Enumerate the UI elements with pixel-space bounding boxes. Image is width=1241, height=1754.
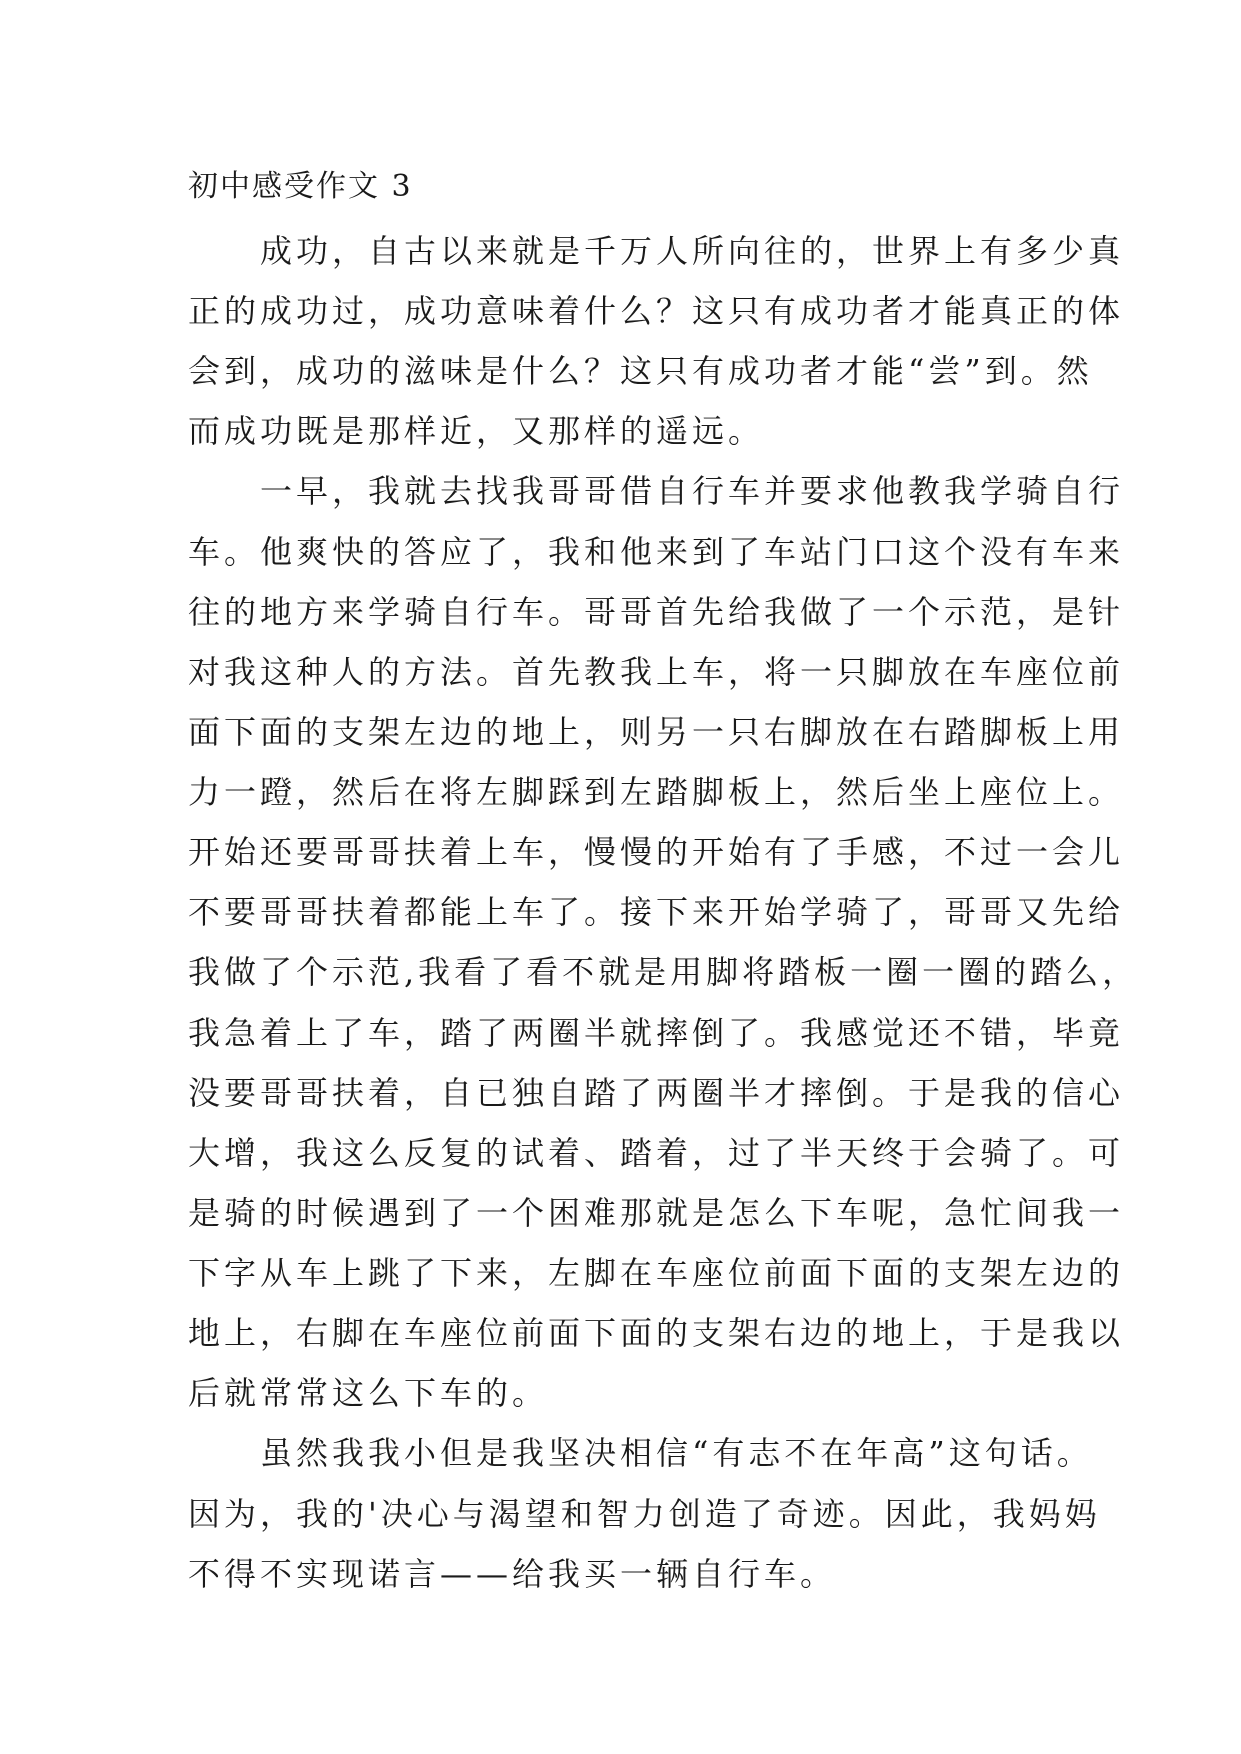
text-line: 不得不实现诺言——给我买一辆自行车。 xyxy=(188,1555,837,1593)
text-line: 往的地方来学骑自行车。哥哥首先给我做了一个示范，是针 xyxy=(188,593,1125,631)
text-line: 面下面的支架左边的地上，则另一只右脚放在右踏脚板上用 xyxy=(188,713,1125,751)
text-line: 大增，我这么反复的试着、踏着，过了半天终于会骑了。可 xyxy=(188,1134,1125,1172)
document-title: 初中感受作文 3 xyxy=(188,169,413,204)
text-line: 而成功既是那样近，又那样的遥远。 xyxy=(188,412,765,450)
text-line: 正的成功过，成功意味着什么？这只有成功者才能真正的体 xyxy=(188,292,1125,330)
text-line: 是骑的时候遇到了一个困难那就是怎么下车呢，急忙间我一 xyxy=(188,1194,1125,1232)
text-line: 没要哥哥扶着，自已独自踏了两圈半才摔倒。于是我的信心 xyxy=(188,1074,1125,1112)
text-line: 后就常常这么下车的。 xyxy=(188,1374,549,1412)
text-line: 一早，我就去找我哥哥借自行车并要求他教我学骑自行 xyxy=(188,472,1125,510)
text-line: 力一蹬，然后在将左脚踩到左踏脚板上，然后坐上座位上。 xyxy=(188,773,1125,811)
text-line: 开始还要哥哥扶着上车，慢慢的开始有了手感，不过一会儿 xyxy=(188,833,1125,871)
text-line: 我做了个示范,我看了看不就是用脚将踏板一圈一圈的踏么， xyxy=(188,953,1139,991)
text-line: 下字从车上跳了下来，左脚在车座位前面下面的支架左边的 xyxy=(188,1254,1125,1292)
text-line: 车。他爽快的答应了，我和他来到了车站门口这个没有车来 xyxy=(188,533,1125,571)
text-line: 地上，右脚在车座位前面下面的支架右边的地上，于是我以 xyxy=(188,1314,1125,1352)
text-line: 因为，我的'决心与渴望和智力创造了奇迹。因此，我妈妈 xyxy=(188,1495,1101,1533)
text-line: 我急着上了车，踏了两圈半就摔倒了。我感觉还不错，毕竟 xyxy=(188,1014,1125,1052)
text-line: 成功，自古以来就是千万人所向往的，世界上有多少真 xyxy=(188,232,1125,270)
text-line: 对我这种人的方法。首先教我上车，将一只脚放在车座位前 xyxy=(188,653,1125,691)
text-line: 不要哥哥扶着都能上车了。接下来开始学骑了，哥哥又先给 xyxy=(188,893,1125,931)
text-line: 虽然我我小但是我坚决相信“有志不在年高”这句话。 xyxy=(188,1434,1093,1472)
text-line: 会到，成功的滋味是什么？这只有成功者才能“尝”到。然 xyxy=(188,352,1093,390)
